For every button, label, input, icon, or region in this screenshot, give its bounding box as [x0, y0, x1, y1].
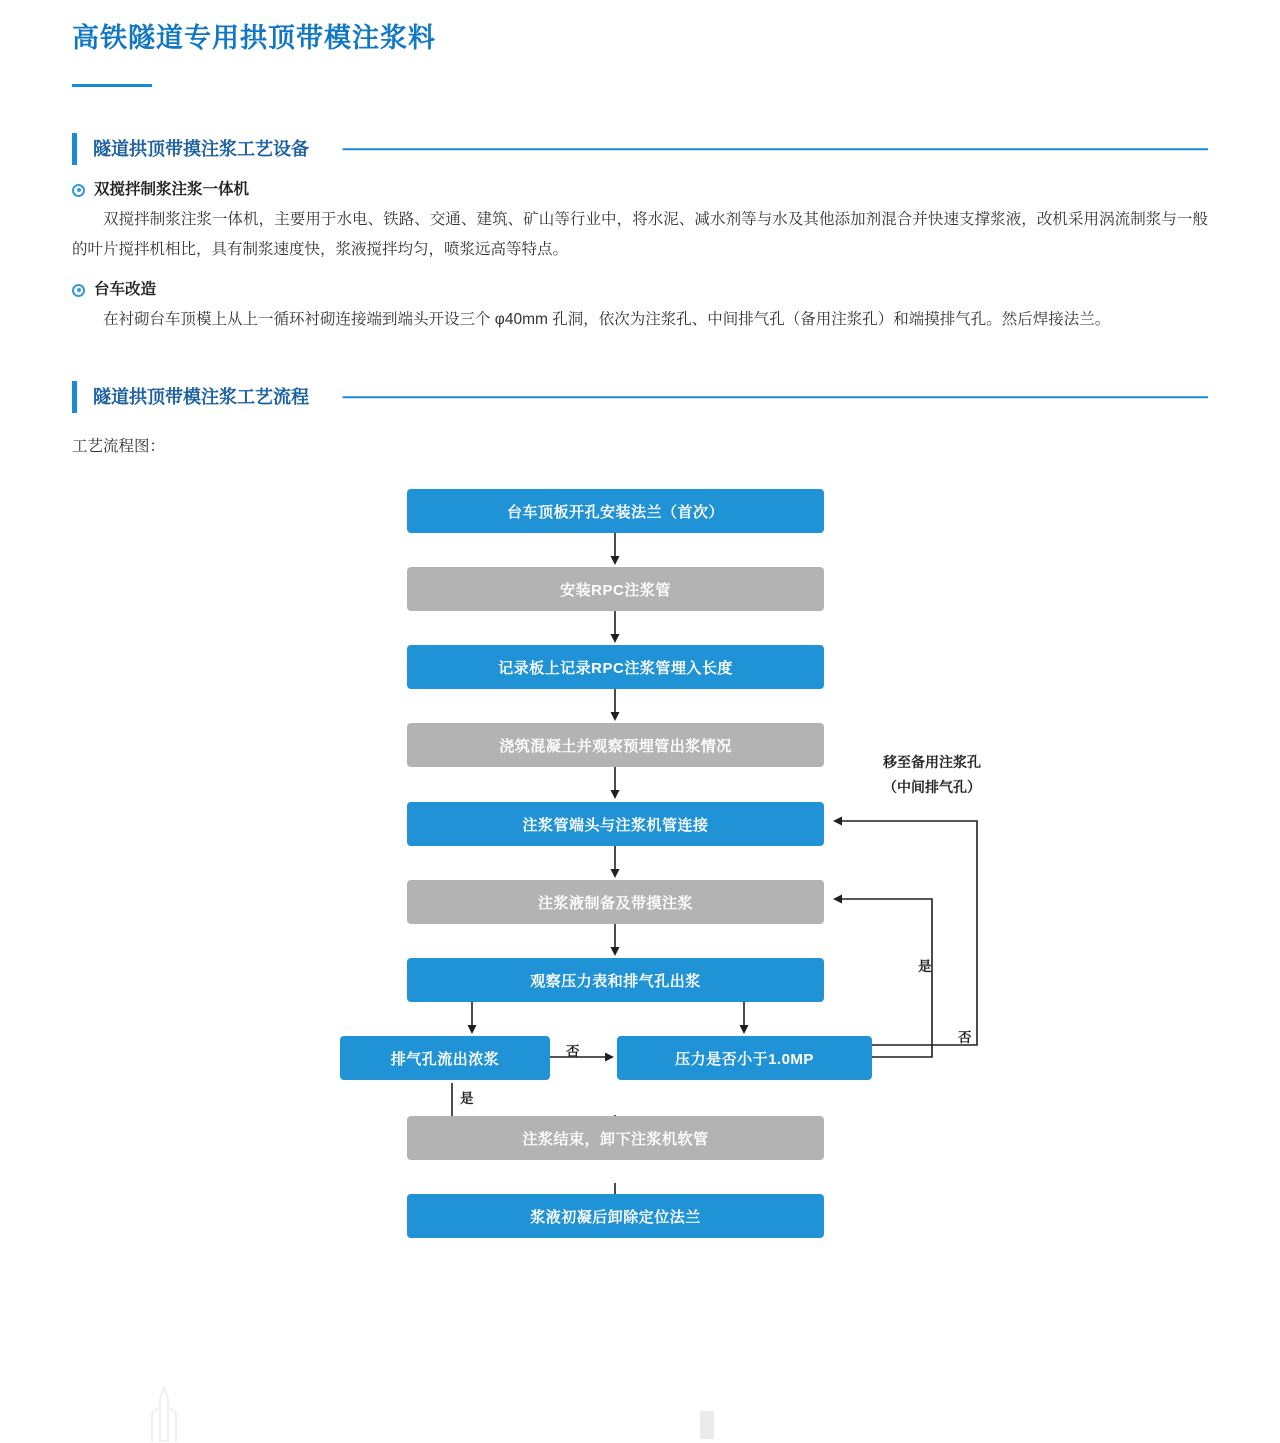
flow-node-n5[interactable]: 注浆管端头与注浆机管连接 — [407, 802, 824, 846]
bullet-label-machine: 双搅拌制浆注浆一体机 — [94, 181, 250, 198]
edge-label-yes-1: 是 — [460, 1091, 474, 1106]
flowchart — [72, 475, 1208, 1265]
bullet-circle-icon — [72, 284, 85, 297]
footer-decoration-icon — [130, 1383, 200, 1443]
flow-node-n1[interactable]: 台车顶板开孔安装法兰（首次） — [407, 489, 824, 533]
title-underline — [72, 84, 152, 87]
paragraph-machine: 双搅拌制浆注浆一体机，主要用于水电、铁路、交通、建筑、矿山等行业中，将水泥、减水剂等与水及其他添加剂混合并快速支撑浆液，改机采用涡流制浆与一般的叶片搅拌机相比，具有制浆速度快，浆液搅拌均匀，喷浆远高等特点。 — [72, 211, 1208, 258]
footer-decoration-bar — [700, 1411, 714, 1439]
flow-node-n4[interactable]: 浇筑混凝土并观察预埋管出浆情况 — [407, 723, 824, 767]
section-title-equipment: 隧道拱顶带摸注浆工艺设备 — [72, 133, 331, 165]
flow-node-n6[interactable]: 注浆液制备及带摸注浆 — [407, 880, 824, 924]
bullet-circle-icon — [72, 184, 85, 197]
annotation-line-2: （中间排气孔） — [883, 779, 981, 795]
bullet-item-trolley — [72, 279, 1208, 301]
section-header-process — [72, 381, 1208, 413]
flow-node-n8[interactable]: 排气孔流出浓浆 — [340, 1036, 550, 1080]
flow-node-n3[interactable]: 记录板上记录RPC注浆管埋入长度 — [407, 645, 824, 689]
bullet-item-machine — [72, 179, 1208, 201]
edge-label-no-1: 否 — [566, 1044, 580, 1059]
flowchart-caption: 工艺流程图： — [72, 438, 166, 455]
flow-annotation-backup-hole — [842, 750, 1022, 800]
annotation-line-1: 移至备用注浆孔 — [883, 754, 981, 770]
flow-node-n11[interactable]: 浆液初凝后卸除定位法兰 — [407, 1194, 824, 1238]
section-title-process: 隧道拱顶带模注浆工艺流程 — [72, 381, 331, 413]
flow-node-n7[interactable]: 观察压力表和排气孔出浆 — [407, 958, 824, 1002]
edge-label-yes-2: 是 — [918, 959, 932, 974]
paragraph-trolley: 在衬砌台车顶模上从上一循环衬砌连接端到端头开设三个 φ40mm 孔洞，依次为注浆孔、中间排气孔（备用注浆孔）和端摸排气孔。然后焊接法兰。 — [103, 311, 1111, 328]
flow-node-n9[interactable]: 压力是否小于1.0MP — [617, 1036, 872, 1080]
flow-node-n10[interactable]: 注浆结束，卸下注浆机软管 — [407, 1116, 824, 1160]
page-title: 高铁隧道专用拱顶带模注浆料 — [72, 23, 436, 53]
flow-node-n2[interactable]: 安装RPC注浆管 — [407, 567, 824, 611]
section-header-equipment — [72, 133, 1208, 165]
edge-label-no-2: 否 — [958, 1030, 972, 1045]
bullet-label-trolley: 台车改造 — [94, 281, 157, 298]
